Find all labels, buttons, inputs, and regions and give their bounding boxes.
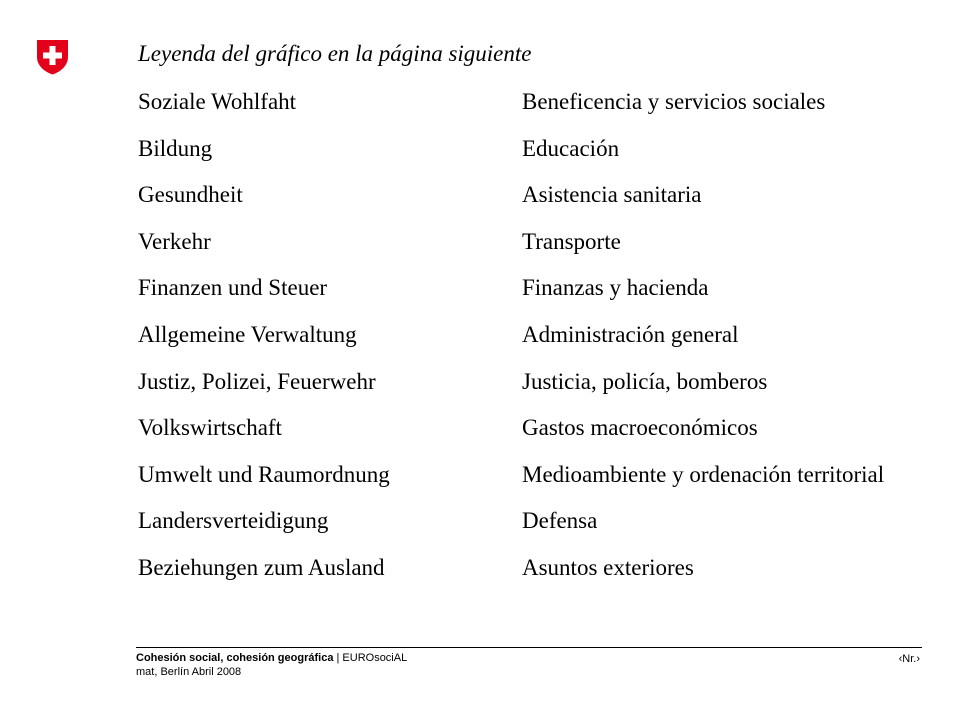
- legend-row: [138, 179, 898, 211]
- legend-row: [138, 226, 898, 258]
- german-term: Umwelt und Raumordnung: [138, 461, 390, 487]
- german-term: Justiz, Polizei, Feuerwehr: [138, 368, 376, 394]
- spanish-term: Gastos macroeconómicos: [522, 415, 758, 441]
- footer-line-1: [136, 651, 407, 665]
- legend-table: [138, 86, 898, 599]
- legend-row: [138, 505, 898, 537]
- legend-row: [138, 272, 898, 304]
- german-term: Landersverteidigung: [138, 508, 329, 534]
- slide-title: Leyenda del gráfico en la página siguiente: [138, 41, 532, 66]
- legend-row: [138, 319, 898, 351]
- footer-caption: [136, 651, 407, 679]
- spanish-term: Asuntos exteriores: [522, 554, 694, 580]
- german-term: Finanzen und Steuer: [138, 275, 328, 301]
- legend-row: [138, 459, 898, 491]
- legend-row: [138, 412, 898, 444]
- footer-divider: [136, 647, 922, 648]
- spanish-term: Medioambiente y ordenación territorial: [522, 461, 885, 487]
- legend-row: [138, 133, 898, 165]
- german-term: Gesundheit: [138, 182, 243, 208]
- page-number: ‹Nr.›: [898, 653, 920, 665]
- spanish-term: Beneficencia y servicios sociales: [522, 89, 826, 114]
- swiss-cross-shield-icon: [36, 39, 69, 75]
- german-term: Beziehungen zum Ausland: [138, 554, 385, 580]
- spanish-term: Educación: [522, 135, 620, 161]
- legend-row: [138, 366, 898, 398]
- spanish-term: Defensa: [522, 508, 598, 534]
- german-term: Bildung: [138, 135, 213, 161]
- footer-line-2: mat, Berlín Abril 2008: [136, 666, 242, 678]
- german-term: Allgemeine Verwaltung: [138, 321, 357, 347]
- spanish-term: Transporte: [522, 228, 621, 254]
- footer-title-rest: | EUROsociAL: [333, 652, 408, 664]
- legend-row: [138, 86, 898, 118]
- spanish-term: Asistencia sanitaria: [522, 182, 702, 208]
- spanish-term: Justicia, policía, bomberos: [522, 368, 768, 394]
- swiss-cross-logo: [36, 39, 69, 75]
- spanish-term: Finanzas y hacienda: [522, 275, 709, 301]
- spanish-term: Administración general: [522, 321, 739, 347]
- german-term: Verkehr: [138, 228, 211, 254]
- german-term: Soziale Wohlfaht: [138, 89, 297, 114]
- german-term: Volkswirtschaft: [138, 415, 282, 441]
- legend-row: [138, 552, 898, 584]
- footer-title-bold: Cohesión social, cohesión geográfica: [136, 652, 334, 664]
